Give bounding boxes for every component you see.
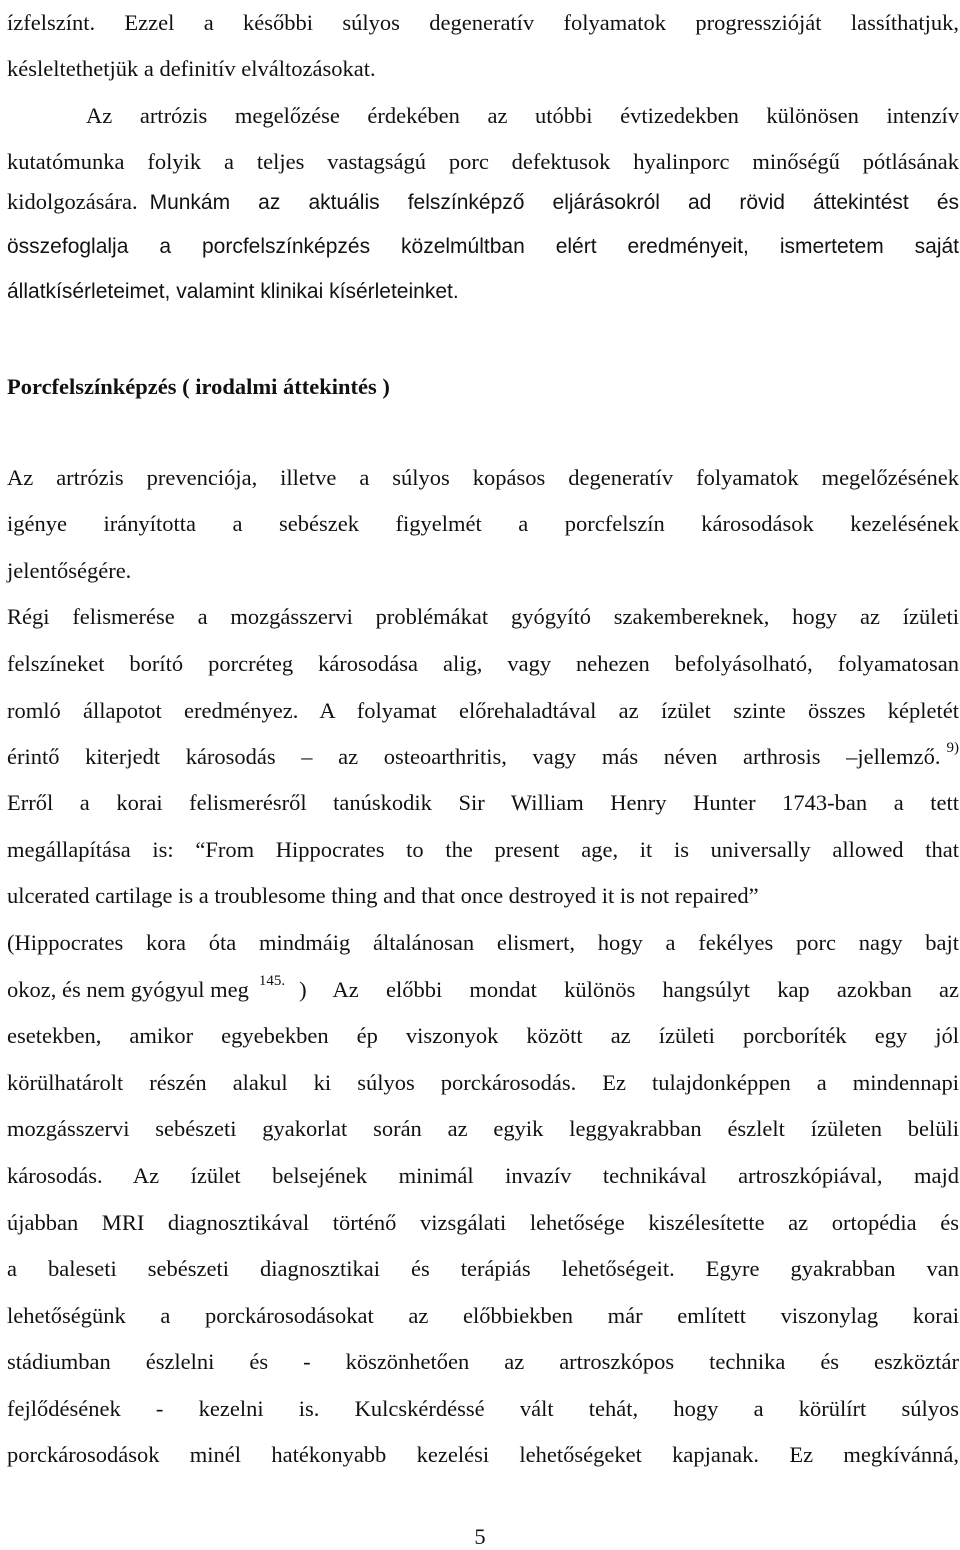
text-line: Régi felismerése a mozgásszervi problémákat gyógyító szakembereknek, hogy az ízületi [7, 604, 959, 629]
text-fragment: Munkám az aktuális felszínképző eljárásokról ad rövid áttekintést és [149, 191, 959, 214]
text-line: károsodás. Az ízület belsejének minimál invazív technikával artroszkópiával, majd [7, 1163, 959, 1188]
text-line: a baleseti sebészeti diagnosztikai és terápiás lehetőségeit. Egyre gyakrabban van [7, 1256, 959, 1281]
page-number: 5 [474, 1524, 486, 1549]
text-line: állatkísérleteimet, valamint klinikai kísérleteinket. [7, 280, 459, 303]
text-line: késleltethetjük a definitív elváltozásokat. [7, 56, 376, 81]
text-fragment: okoz, és nem gyógyul meg [7, 977, 249, 1002]
text-line: felszíneket borító porcréteg károsodása alig, vagy nehezen befolyásolható, folyamatosan [7, 651, 959, 676]
text-line: kutatómunka folyik a teljes vastagságú porc defektusok hyalinporc minőségű pótlásának [7, 149, 959, 174]
text-line [7, 187, 959, 218]
text-line: okoz, és nem gyógyul meg $^{145.}$ ) Az előbbi mondat különös hangsúlyt kap azokban az [7, 975, 959, 1005]
text-line: jelentőségére. [7, 558, 132, 583]
text-line: stádiumban észlelni és - köszönhetően az artroszkópos technika és eszköztár [7, 1349, 959, 1374]
text-line: mozgásszervi sebészeti gyakorlat során az egyik leggyakrabban észlelt ízületen belüli [7, 1116, 959, 1141]
text-line: Az artrózis prevenciója, illetve a súlyos kopásos degeneratív folyamatok megelőzésének [7, 465, 959, 490]
text-line: összefoglalja a porcfelszínképzés közelmúltban elért eredményeit, ismertetem saját [7, 235, 959, 258]
text-line: újabban MRI diagnosztikával történő vizsgálati lehetősége kiszélesítette az ortopédia és [7, 1210, 959, 1235]
text-line: körülhatárolt részén alakul ki súlyos porckárosodás. Ez tulajdonképpen a mindennapi [7, 1070, 959, 1095]
text-line: Az artrózis megelőzése érdekében az utóbbi évtizedekben különösen intenzív [86, 103, 959, 128]
text-line: ízfelszínt. Ezzel a későbbi súlyos degeneratív folyamatok progresszióját lassíthatjuk, [7, 10, 959, 35]
text-line: fejlődésének - kezelni is. Kulcskérdéssé vált tehát, hogy a körülírt súlyos [7, 1396, 959, 1421]
text-line: megállapítása is: “From Hippocrates to the present age, it is universally allowed that [7, 837, 959, 862]
text-line: romló állapotot eredményez. A folyamat előrehaladtával az ízület szinte összes képletét [7, 698, 959, 723]
section-heading: Porcfelszínképzés ( irodalmi áttekintés ) [7, 374, 390, 399]
text-fragment: ) Az előbbi mondat különös hangsúlyt kap azokban az [299, 977, 959, 1002]
text-line: lehetőségünk a porckárosodásokat az előbbiekben már említett viszonylag korai [7, 1303, 959, 1328]
text-line: (Hippocrates kora óta mindmáig általánosan elismert, hogy a fekélyes porc nagy bajt [7, 930, 959, 955]
text-fragment: kidolgozására. [7, 189, 138, 214]
text-fragment: érintő kiterjedt károsodás – az osteoarthritis, vagy más néven arthrosis –jellemző. [7, 744, 941, 769]
text-line: porckárosodások minél hatékonyabb kezelési lehetőségeket kapjanak. Ez megkívánná, [7, 1442, 959, 1467]
text-line: igénye irányította a sebészek figyelmét a porcfelszín károsodások kezelésének [7, 511, 959, 536]
text-line: Erről a korai felismerésről tanúskodik Sir William Henry Hunter 1743-ban a tett [7, 790, 959, 815]
text-line: ulcerated cartilage is a troublesome thing and that once destroyed it is not repaired” [7, 883, 759, 908]
text-line: érintő kiterjedt károsodás – az osteoarthritis, vagy más néven arthrosis –jellemző. $^{9)}$ [7, 742, 959, 772]
text-line: esetekben, amikor egyebekben ép viszonyok között az ízületi porcboríték egy jól [7, 1023, 959, 1048]
